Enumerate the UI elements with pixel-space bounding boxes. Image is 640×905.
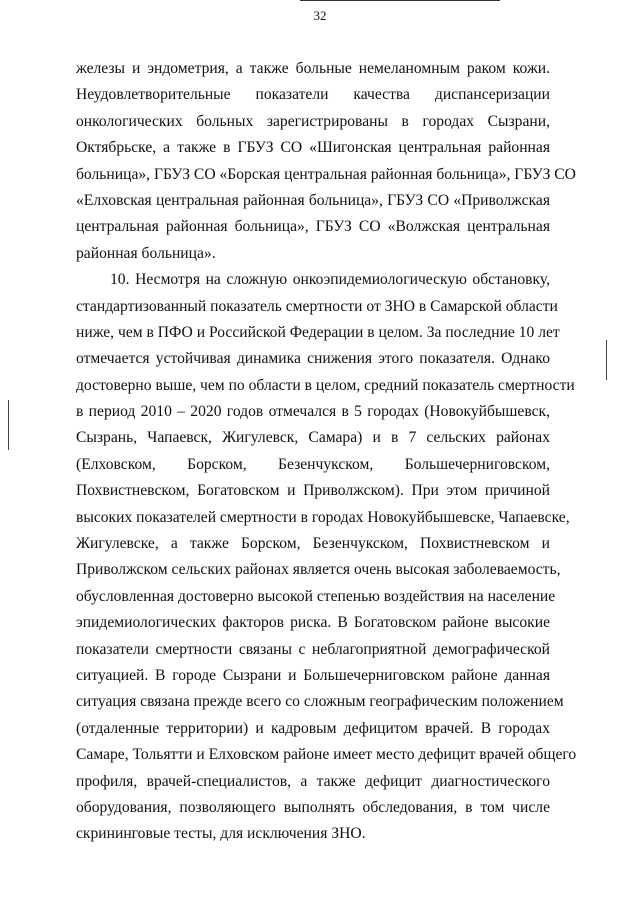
text-line: Похвистневском, Богатовском и Приволжском). При этом причиной	[76, 482, 550, 500]
text-line: ситуацией. В городе Сызрани и Большечерниговском районе данная	[76, 666, 550, 684]
text-line: центральная районная больница», ГБУЗ СО «Волжская центральная	[76, 218, 550, 236]
text-line: высоких показателей смертности в городах Новокуйбышевске, Чапаевске,	[76, 508, 570, 526]
text-line: «Елховская центральная районная больница», ГБУЗ СО «Приволжская	[76, 191, 550, 209]
text-line: ниже, чем в ПФО и Российской Федерации в целом. За последние 10 лет	[76, 323, 560, 341]
text-line: Неудовлетворительные показатели качества диспансеризации	[76, 86, 550, 104]
top-rule	[300, 0, 500, 1]
text-line: стандартизованный показатель смертности от ЗНО в Самарской области	[76, 297, 558, 315]
text-line: онкологических больных зарегистрированы в городах Сызрани,	[76, 112, 550, 130]
text-line: скрининговые тесты, для исключения ЗНО.	[76, 825, 366, 843]
margin-mark-left	[8, 400, 9, 450]
text-line: в период 2010 – 2020 годов отмечался в 5 городах (Новокуйбышевск,	[76, 403, 550, 421]
text-line: отмечается устойчивая динамика снижения этого показателя. Однако	[76, 350, 550, 368]
text-line: 10. Несмотря на сложную онкоэпидемиологическую обстановку,	[110, 271, 550, 289]
text-line: Октябрьске, а также в ГБУЗ СО «Шигонская центральная районная	[76, 139, 550, 157]
text-line: профиля, врачей-специалистов, а также дефицит диагностического	[76, 772, 550, 790]
text-line: районная больница».	[76, 244, 216, 262]
text-line: Жигулевске, а также Борском, Безенчукском, Похвистневском и	[76, 535, 550, 553]
page-number: 32	[313, 8, 327, 23]
text-line: показатели смертности связаны с неблагоприятной демографической	[76, 640, 550, 658]
text-line: Самаре, Тольятти и Елховском районе имеет место дефицит врачей общего	[76, 746, 577, 764]
text-line: достоверно выше, чем по области в целом, средний показатель смертности	[76, 376, 575, 394]
text-line: больница», ГБУЗ СО «Борская центральная районная больница», ГБУЗ СО	[76, 165, 576, 183]
text-line: оборудования, позволяющего выполнять обследования, в том числе	[76, 798, 550, 816]
text-line: Приволжском сельских районах является очень высокая заболеваемость,	[76, 561, 561, 579]
document-body	[76, 56, 577, 848]
text-line: железы и эндометрия, а также больные немеланомным раком кожи.	[76, 60, 550, 77]
text-line: ситуация связана прежде всего со сложным географическим положением	[76, 693, 564, 711]
text-line: (отдаленные территории) и кадровым дефицитом врачей. В городах	[76, 719, 550, 737]
margin-mark-right	[606, 340, 607, 380]
text-line: (Елховском, Борском, Безенчукском, Большечерниговском,	[76, 455, 550, 473]
text-line: обусловленная достоверно высокой степенью воздействия на население	[76, 587, 556, 605]
text-line: Сызрань, Чапаевск, Жигулевск, Самара) и в 7 сельских районах	[76, 429, 550, 447]
text-line: эпидемиологических факторов риска. В Богатовском районе высокие	[76, 614, 550, 632]
